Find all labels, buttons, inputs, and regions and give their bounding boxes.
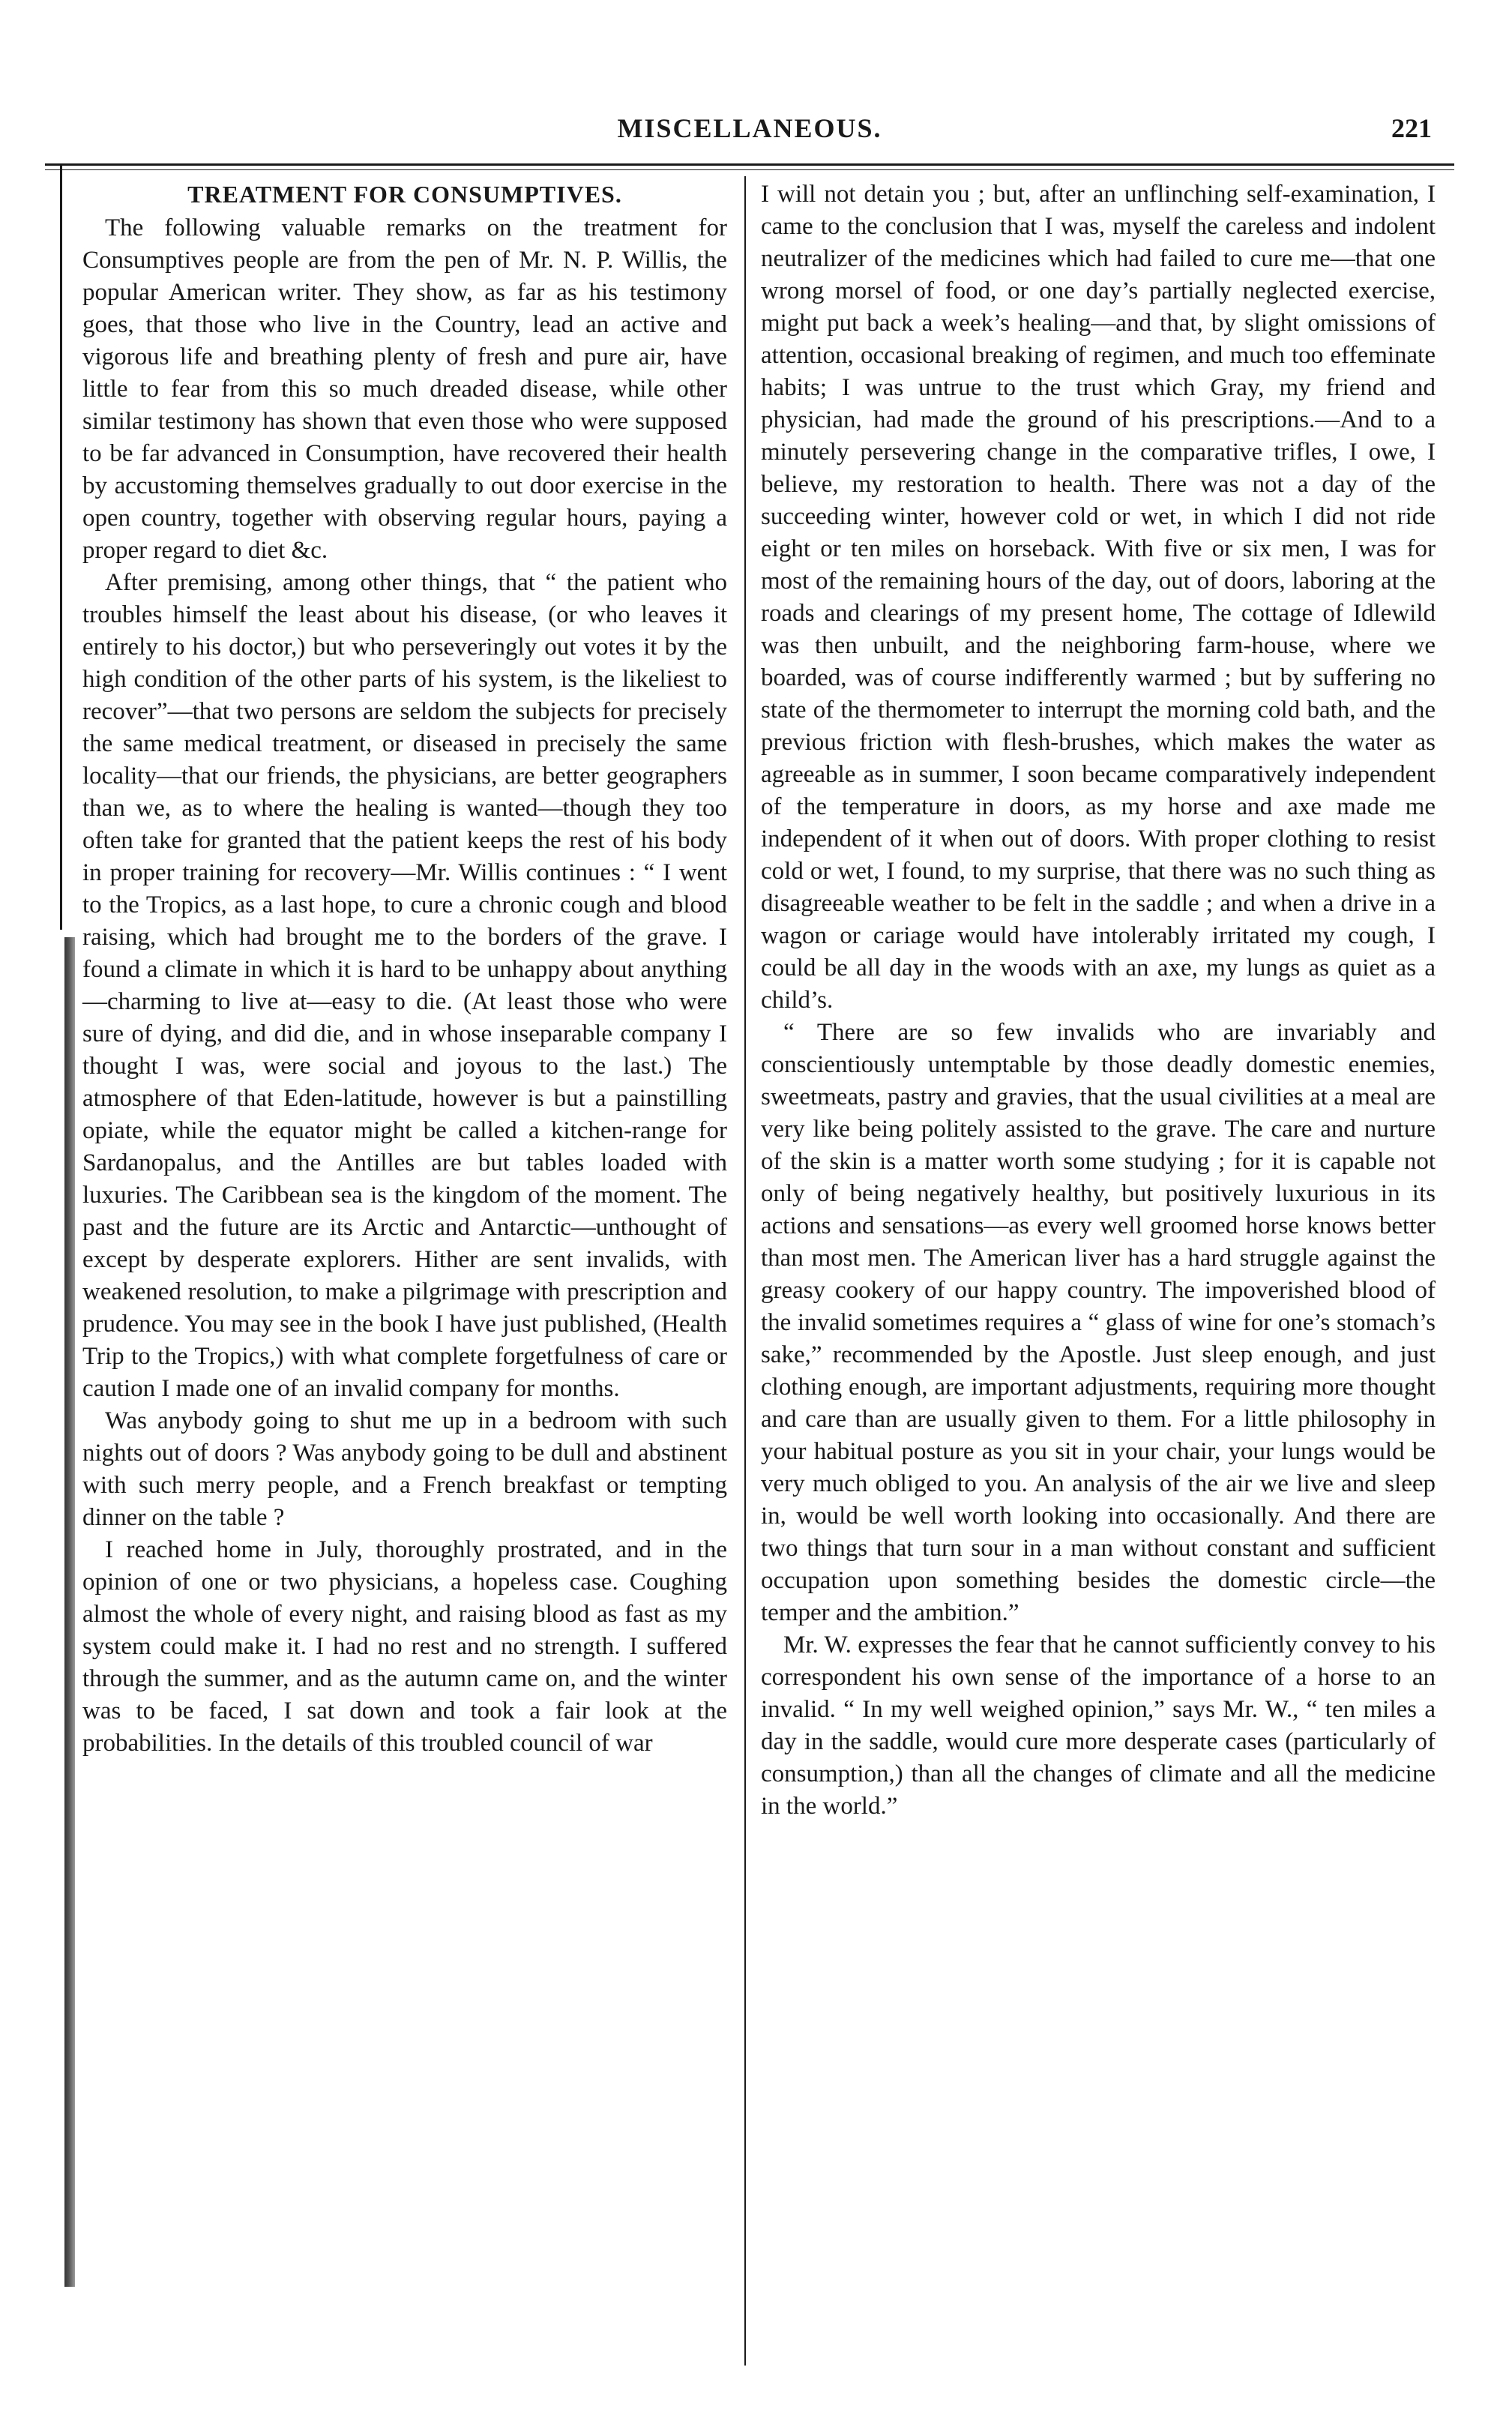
running-title: MISCELLANEOUS. bbox=[617, 113, 882, 143]
article-title: TREATMENT FOR CONSUMPTIVES. bbox=[187, 181, 622, 208]
left-column bbox=[82, 178, 727, 1760]
page-number: 221 bbox=[1391, 113, 1432, 143]
paragraph: “ There are so few invalids who are invariably and conscientiously untemptable by those deadly domestic enemies, sweetmeats, pastry and gravies, that the usual civilities at a meal are very like being politely assisted to the grave. The care and nurture of the skin is a matter worth some studying ; for it is capable not only of being negatively healthy, but positively luxurious in its actions and sensations—as every well groomed horse knows better than most men. The American liver has a hard struggle against the greasy cookery of our happy country. The impoverished blood of the invalid sometimes requires a “ glass of wine for one’s stomach’s sake,” recommended by the Apostle. Just sleep enough, and just clothing enough, are important adjustments, requiring more thought and care than are usually given to them. For a little philosophy in your habitual posture as you sit in your chair, your lungs would be very much obliged to you. An analysis of the air we live and sleep in, would be well worth looking into occasionally. And there are two things that turn sour in a man without constant and sufficient occupation upon something besides the domestic circle—the temper and the ambition.” bbox=[761, 1019, 1436, 1626]
page-header bbox=[45, 112, 1454, 157]
header-rule-thin bbox=[45, 169, 1454, 170]
paragraph: Mr. W. expresses the fear that he cannot sufficiently convey to his correspondent his own sense of the importance of a horse to an invalid. “ In my well weighed opinion,” says Mr. W., “ ten miles a day in the saddle, would cure more desperate cases (particularly of consumption,) than all the changes of climate and all the medicine in the world.” bbox=[761, 1631, 1436, 1820]
paragraph: I reached home in July, thoroughly prostrated, and in the opinion of one or two physicians, a hopeless case. Coughing almost the whole of every night, and raising blood as fast as my system could make it. I had no rest and no strength. I suffered through the summer, and as the autumn came on, and the winter was to be faced, I sat down and took a fair look at the probabilities. In the details of this troubled council of war bbox=[82, 1536, 727, 1757]
paragraph: After premising, among other things, that “ the patient who troubles himself the least about his disease, (or who leaves it entirely to his doctor,) but who perseveringly out votes it by the high condition of the other parts of his system, is the likeliest to recover”—that two persons are seldom the subjects for precisely the same medical treatment, or diseased in precisely the same locality—that our friends, the physicians, are better geographers than we, as to where the healing is wanted—though they too often take for granted that the patient keeps the rest of his body in proper training for recovery—Mr. Willis continues : “ I went to the Tropics, as a last hope, to cure a chronic cough and blood raising, which had brought me to the borders of the grave. I found a climate in which it is hard to be unhappy about anything—charming to live at—easy to die. (At least those who were sure of dying, and did die, and in whose inseparable company I thought I was, were social and joyous to the last.) The atmosphere of that Eden-latitude, however is but a painstilling opiate, while the equator might be called a kitchen-range for Sardanopalus, and the Antilles are but tables loaded with luxuries. The Caribbean sea is the kingdom of the moment. The past and the future are its Arctic and Antarctic—unthought of except by desperate explorers. Hither are sent invalids, with weakened resolution, to make a pilgrimage with prescription and prudence. You may see in the book I have just published, (Health Trip to the Tropics,) with what complete forgetfulness of care or caution I made one of an invalid company for months. bbox=[82, 569, 727, 1402]
column-divider bbox=[744, 176, 746, 2366]
header-rule bbox=[45, 163, 1454, 166]
paragraph: I will not detain you ; but, after an unflinching self-examination, I came to the conclusion that I was, myself the careless and indolent neutralizer of the medicines which had failed to cure me—that one wrong morsel of food, or one day’s partially neglected exercise, might put back a week’s healing—and that, by slight omissions of attention, occasional breaking of regimen, and much too effeminate habits; I was untrue to the trust which Gray, my friend and physician, had made the ground of his prescriptions.—And to a minutely persevering change in the comparative trifles, I owe, I believe, my restoration to health. There was not a day of the succeeding winter, however cold or wet, in which I did not ride eight or ten miles on horseback. With five or six men, I was for most of the remaining hours of the day, out of doors, laboring at the roads and clearings of my present home, The cottage of Idlewild was then unbuilt, and the neighboring farm-house, where we boarded, was of course indifferently warmed ; but by suffering no state of the thermometer to interrupt the morning cold bath, and the previous friction with flesh-brushes, which makes the water as agreeable as in summer, I soon became comparatively independent of the temperature in doors, as my horse and axe made me independent of it when out of doors. With proper clothing to resist cold or wet, I found, to my surprise, that there was no such thing as disagreeable weather to be felt in the saddle ; and when a drive in a wagon or cariage would have intolerably irritated my cough, I could be all day in the woods with an axe, my lungs as quiet as a child’s. bbox=[761, 181, 1436, 1014]
left-margin-rule bbox=[60, 165, 62, 930]
paragraph: Was anybody going to shut me up in a bedroom with such nights out of doors ? Was anybody going to be dull and abstinent with such merry people, and a French breakfast or tempting dinner on the table ? bbox=[82, 1407, 727, 1531]
binding-gutter-shadow bbox=[64, 937, 75, 2287]
right-column bbox=[761, 178, 1436, 1823]
paragraph: The following valuable remarks on the treatment for Consumptives people are from the pen of Mr. N. P. Willis, the popular American writer. They show, as far as his testimony goes, that those who live in the Country, lead an active and vigorous life and breathing plenty of fresh and pure air, have little to fear from this so much dreaded disease, while other similar testimony has shown that even those who were supposed to be far advanced in Consumption, have recovered their health by accustoming themselves gradually to out door exercise in the open country, together with observing regular hours, paying a proper regard to diet &c. bbox=[82, 214, 727, 564]
